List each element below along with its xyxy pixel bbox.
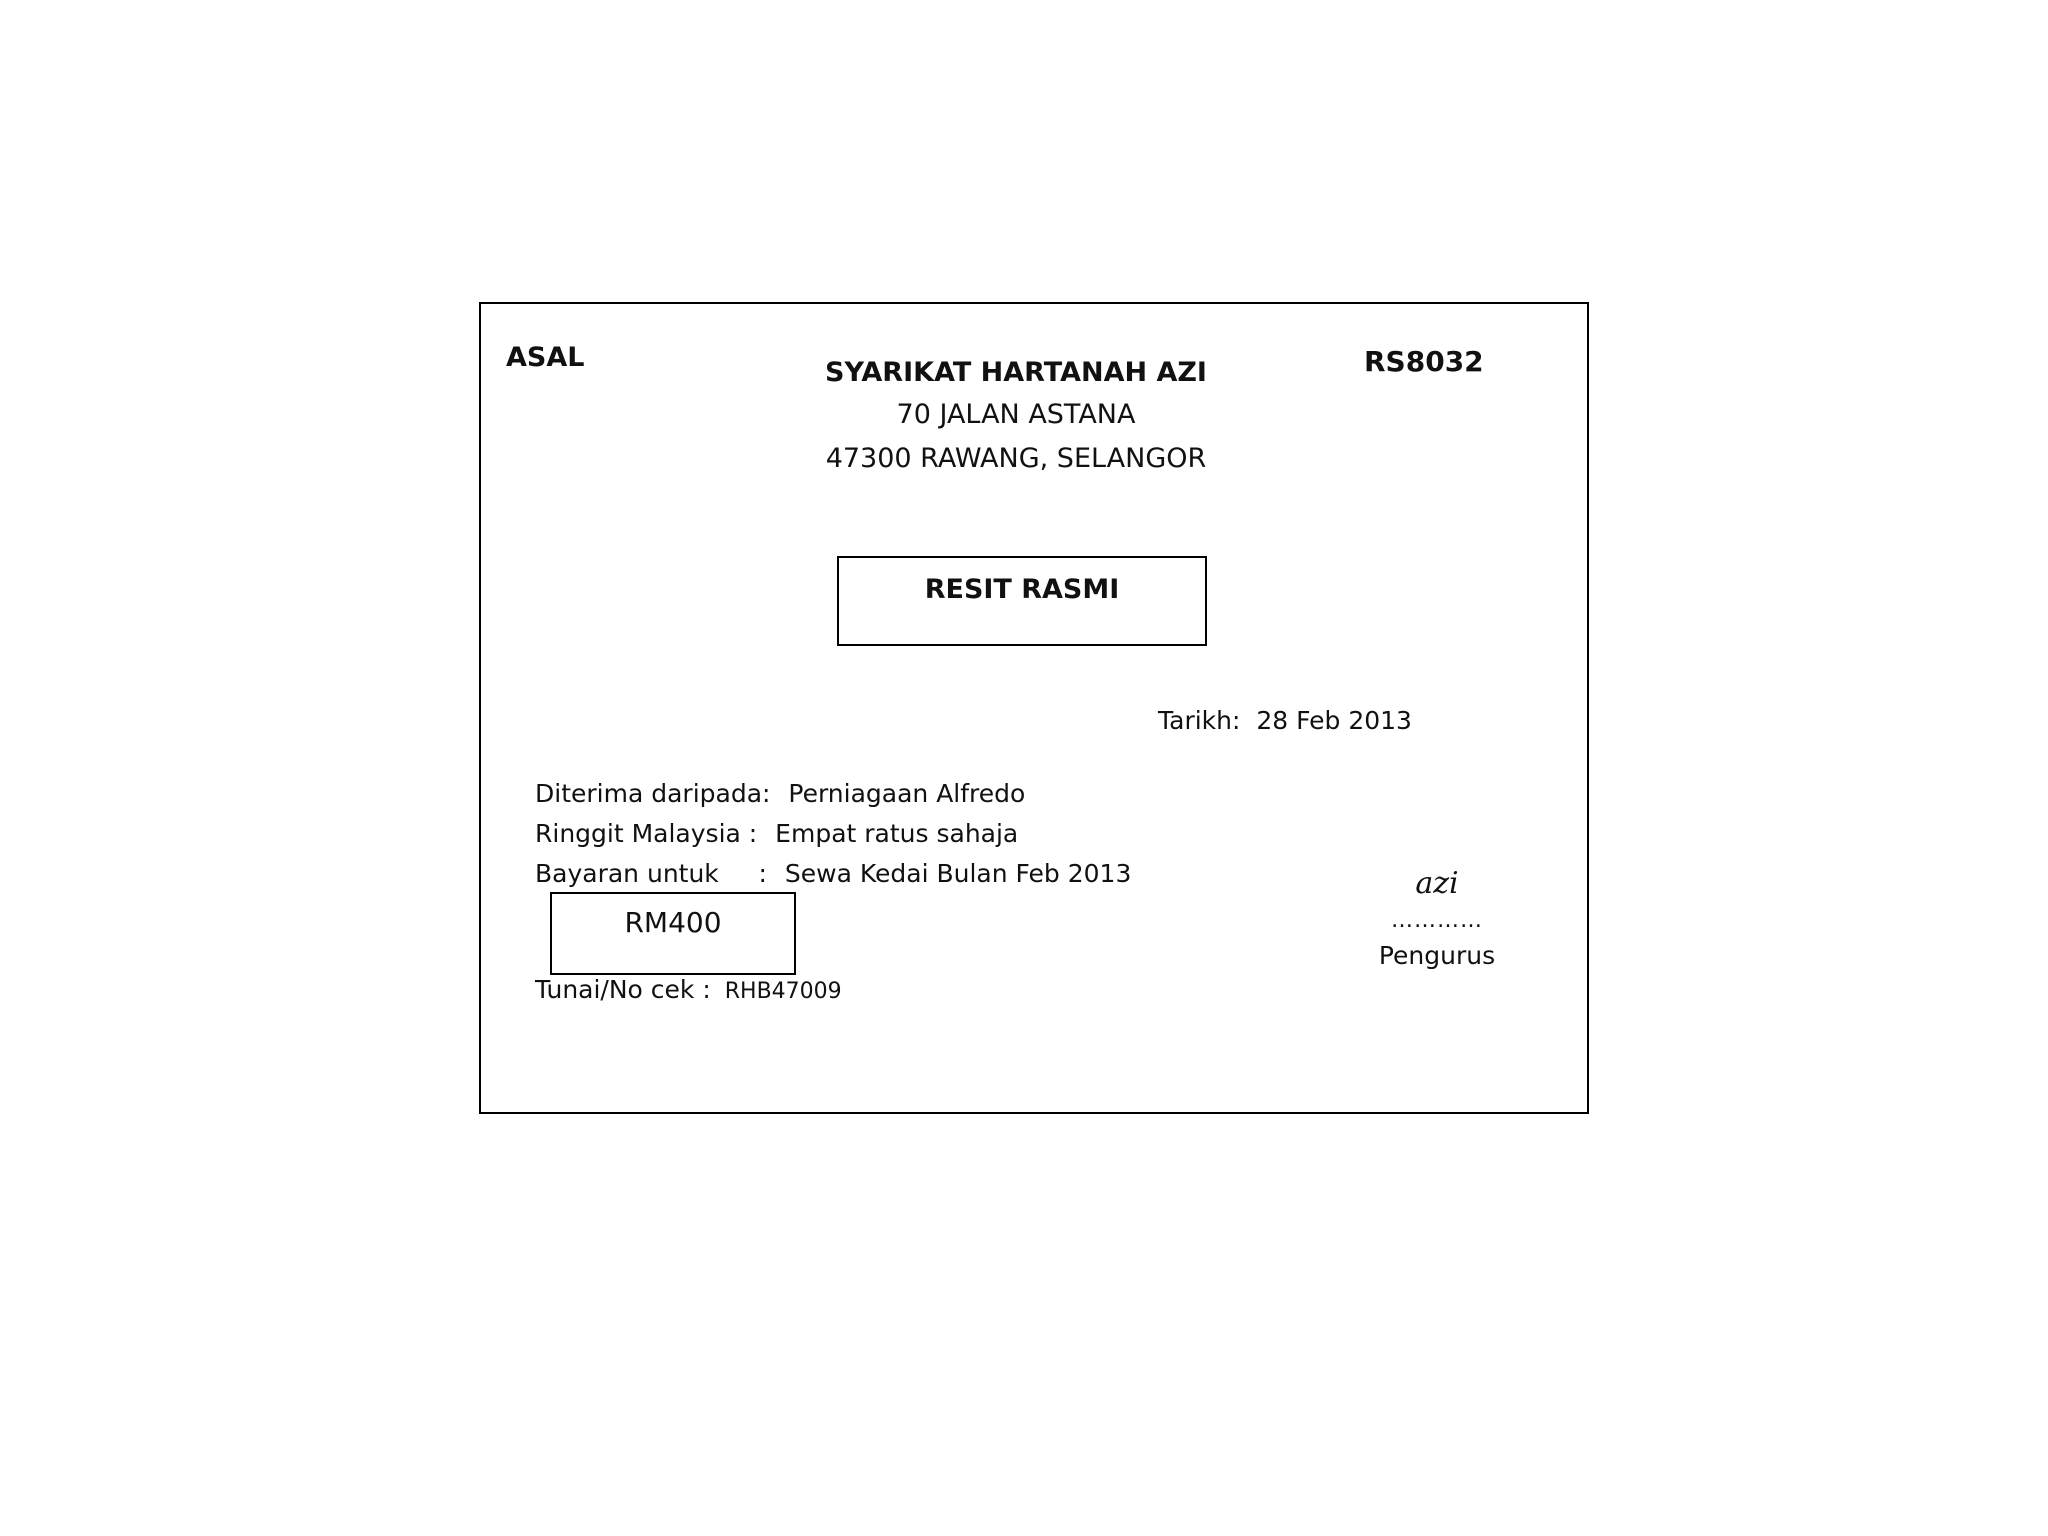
signature-line: ………… — [1391, 908, 1483, 933]
company-header — [481, 353, 1551, 481]
amount-value: RM400 — [624, 906, 722, 939]
receipt-fields — [535, 774, 1131, 894]
receipt-number: RS8032 — [1364, 345, 1484, 378]
cheque-value: RHB47009 — [724, 979, 842, 1004]
payment-for-label: Bayaran untuk : — [535, 859, 767, 888]
amount-box — [550, 892, 796, 975]
signature-mark: azi — [1415, 866, 1459, 901]
received-from-label: Diterima daripada: — [535, 779, 771, 808]
received-from-row — [535, 774, 1131, 814]
company-address-line2: 47300 RAWANG, SELANGOR — [825, 443, 1207, 474]
received-from-value: Perniagaan Alfredo — [788, 779, 1026, 808]
amount-in-words-label: Ringgit Malaysia : — [535, 819, 758, 848]
signatory-title: Pengurus — [1378, 941, 1496, 970]
company-address-line1: 70 JALAN ASTANA — [896, 399, 1136, 430]
date-row — [1158, 706, 1412, 735]
date-value: 28 Feb 2013 — [1256, 706, 1412, 735]
amount-in-words-value: Empat ratus sahaja — [775, 819, 1019, 848]
official-receipt — [479, 302, 1589, 1114]
amount-in-words-row — [535, 814, 1131, 854]
payment-for-row — [535, 854, 1131, 894]
receipt-title-box — [837, 556, 1207, 646]
receipt-title: RESIT RASMI — [924, 574, 1120, 605]
company-name: SYARIKAT HARTANAH AZI — [825, 357, 1207, 388]
cheque-row — [535, 975, 842, 1004]
date-label: Tarikh: — [1158, 706, 1241, 735]
signature-block — [1347, 864, 1527, 974]
cheque-label: Tunai/No cek : — [535, 975, 711, 1004]
copy-label: ASAL — [506, 342, 585, 373]
payment-for-value: Sewa Kedai Bulan Feb 2013 — [784, 859, 1132, 888]
